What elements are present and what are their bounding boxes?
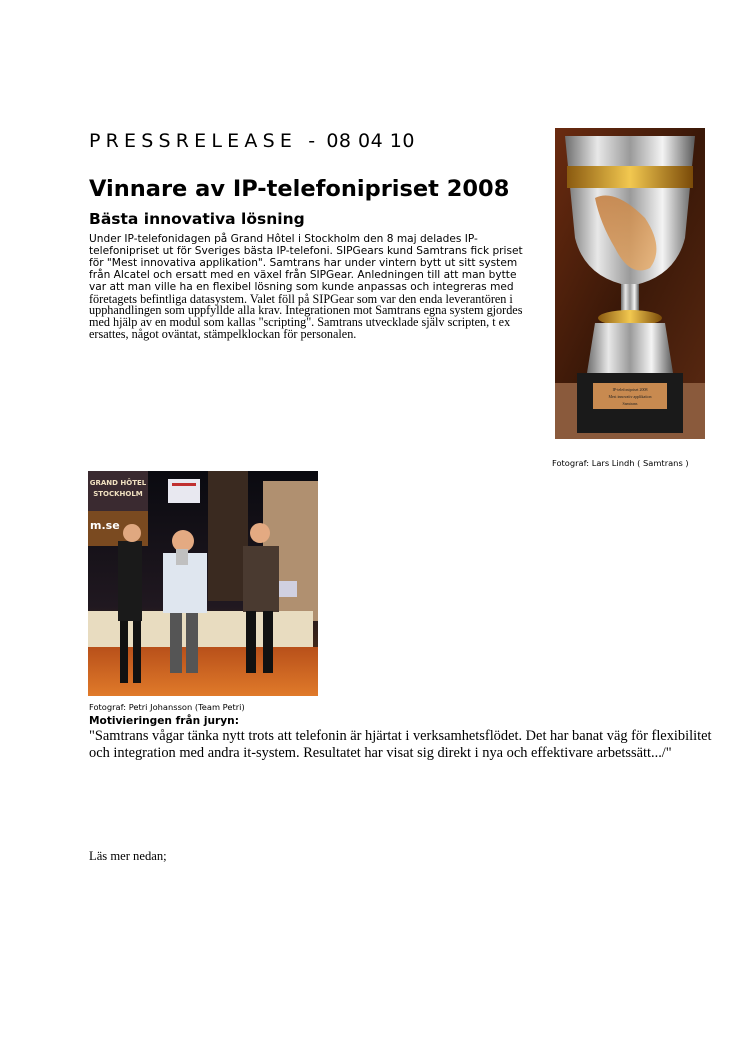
intro-line: ersattes, något oväntat, stämpelklockan för personalen. [89, 327, 357, 342]
intro-line: var att man ville ha en flexibel lösning som kunde anpassas och integreras med [89, 280, 514, 293]
banner-text: m.se [90, 519, 120, 532]
ceremony-photo-caption: Fotograf: Petri Johansson (Team Petri) [89, 702, 245, 712]
release-date: 08 04 10 [326, 130, 415, 152]
intro-line: telefonipriset ut för Sveriges bästa IP-telefoni. SIPGears kund Samtrans fick priset [89, 244, 523, 257]
intro-line: upphandlingen som uppfyllde alla krav. Integrationen mot Samtrans egna system gjordes [89, 303, 523, 318]
trophy-photo [555, 128, 705, 439]
intro-line: för "Mest innovativa applikation". Samtrans har under vintern bytt ut sitt system [89, 256, 518, 269]
award-ceremony-photo [88, 471, 318, 696]
jury-quote: "Samtrans vågar tänka nytt trots att telefonin är hjärtat i verksamhetsflödet. Det har banat väg för flexibilitet och integration med andra it-system. Resultatet har visat sig direkt i nya och effektivare arbetssätt.../" [89, 728, 712, 762]
hotel-sign-line1: GRAND HÔTEL [89, 479, 147, 487]
plaque-line: IP-telefonipriset 2008 [612, 387, 648, 392]
plaque-line: Samtrans [622, 401, 638, 406]
intro-paragraph [89, 234, 549, 341]
plaque-line: Mest innovativ applikation [608, 394, 652, 399]
intro-line: företagets befintliga datasystem. Valet föll på SIPGear som var den enda leverantören i [89, 291, 513, 306]
page-subtitle: Bästa innovativa lösning [89, 210, 305, 228]
hotel-sign-line2: STOCKHOLM [93, 490, 143, 498]
intro-line: från Alcatel och ersatt med en växel från SIPGear. Anledningen till att man bytte [89, 268, 517, 281]
read-more-text: Läs mer nedan; [89, 849, 167, 863]
intro-line: med hjälp av en modul som kallas "scripting". Samtrans utvecklade själv scripten, t ex [89, 315, 511, 330]
kicker-label: PRESSRELEASE - [89, 130, 321, 152]
intro-line: Under IP-telefonidagen på Grand Hôtel i Stockholm den 8 maj delades IP- [89, 233, 478, 245]
press-release-kicker [89, 130, 415, 152]
jury-heading: Motivieringen från juryn: [89, 715, 239, 727]
trophy-photo-caption: Fotograf: Lars Lindh ( Samtrans ) [552, 458, 689, 468]
page-title: Vinnare av IP-telefonipriset 2008 [89, 176, 510, 202]
